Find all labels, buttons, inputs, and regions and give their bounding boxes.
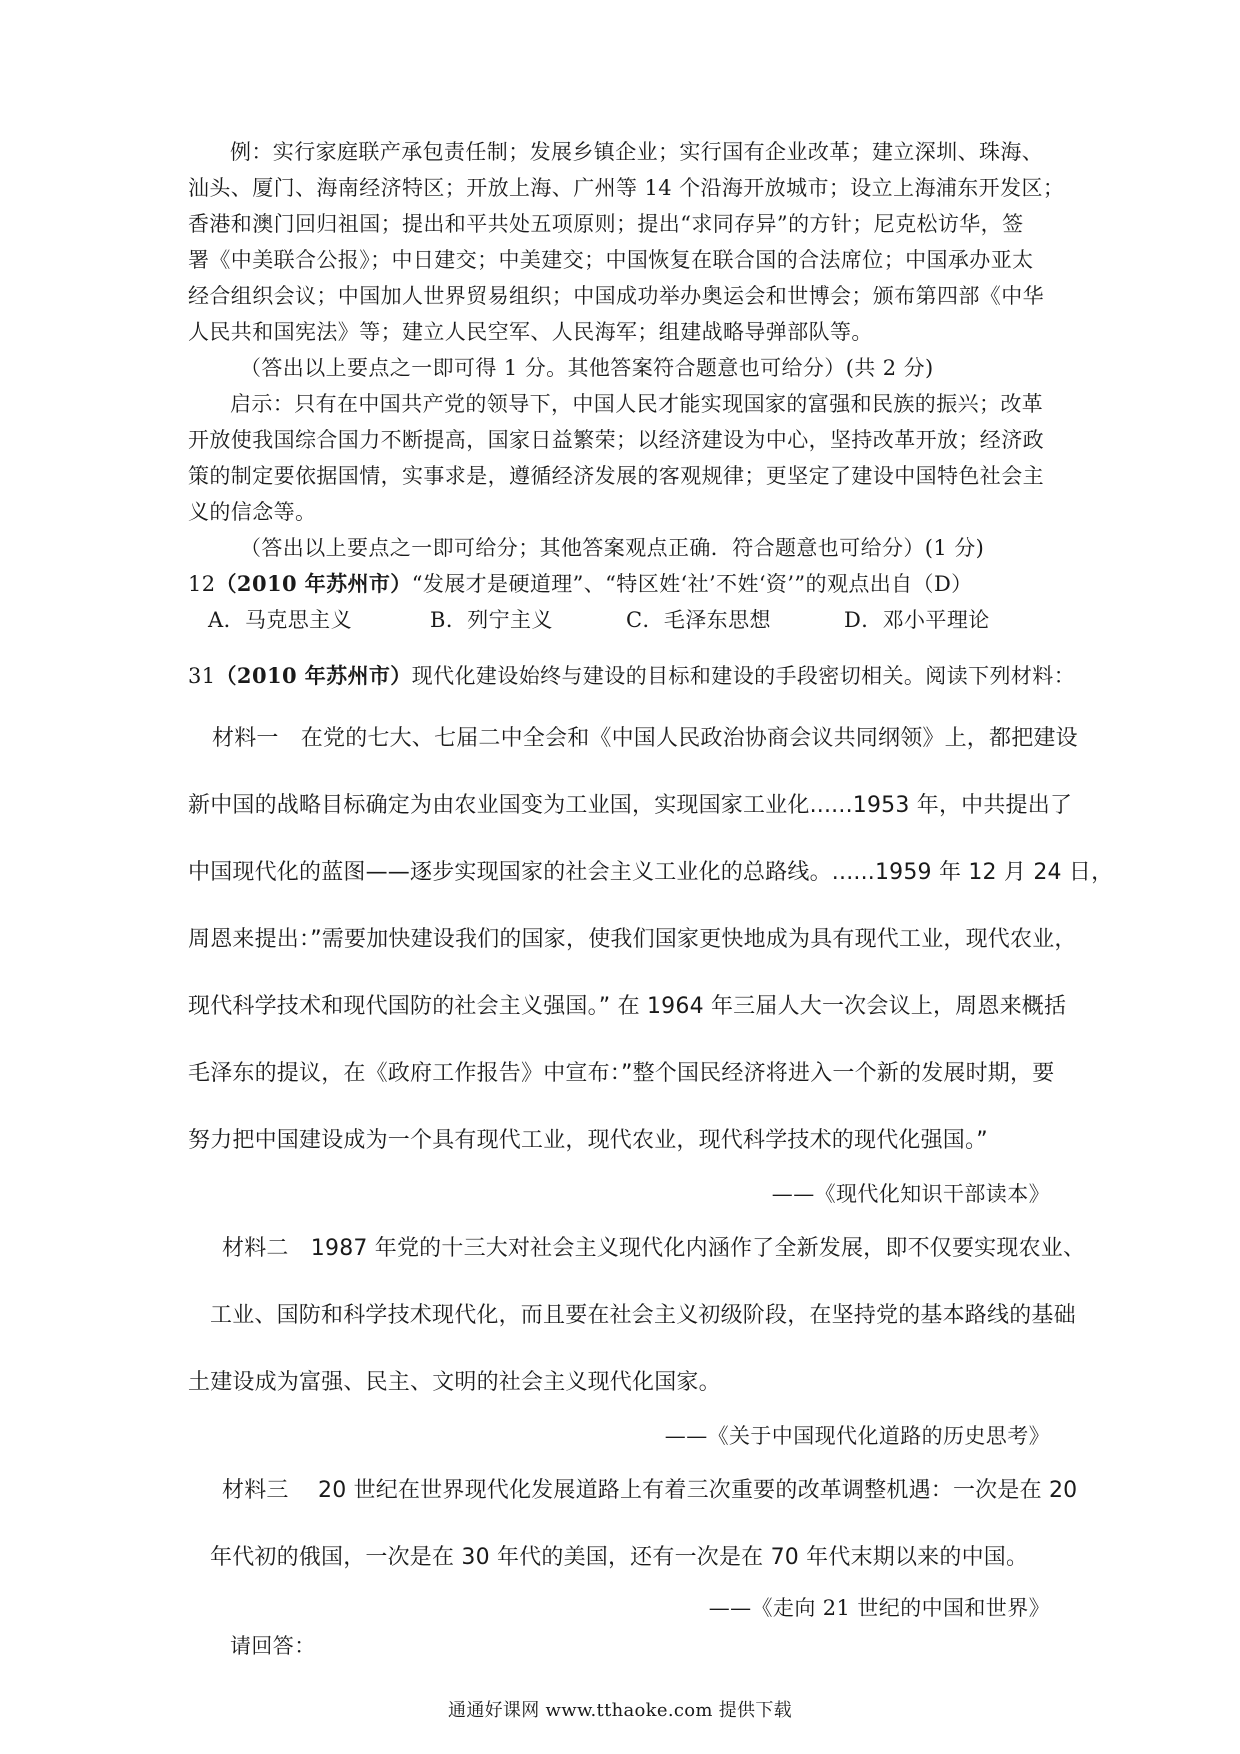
example-line: 汕头、厦门、海南经济特区；开放上海、广州等 14 个沿海开放城市；设立上海浦东开发区； [188, 176, 1065, 200]
material-2-line: 材料二 1987 年党的十三大对社会主义现代化内涵作了全新发展，即不仅要实现农业、 [222, 1236, 1086, 1261]
example-line: 人民共和国宪法》等；建立人民空军、人民海军；组建战略导弹部队等。 [188, 320, 873, 344]
material-3-line: 材料三 20 世纪在世界现代化发展道路上有着三次重要的改革调整机遇：一次是在 20 [222, 1478, 1078, 1503]
page-footer: 通通好课网 www.tthaoke.com 提供下载 [448, 1700, 792, 1721]
question-12-options [208, 604, 1088, 634]
question-number: 12 [188, 572, 216, 596]
question-stem: 现代化建设始终与建设的目标和建设的手段密切相关。阅读下列材料： [411, 664, 1076, 688]
material-1-line: 现代科学技术和现代国防的社会主义强国。” 在 1964 年三届人大一次会议上，周恩来概括 [188, 994, 1067, 1019]
material-1-line: 毛泽东的提议，在《政府工作报告》中宣布：”整个国民经济将进入一个新的发展时期，要 [188, 1061, 1055, 1086]
material-1-line: 中国现代化的蓝图——逐步实现国家的社会主义工业化的总路线。......1959 年 12 月 24 日， [188, 860, 1114, 885]
material-1-line: 新中国的战略目标确定为由农业国变为工业国，实现国家工业化......1953 年，中共提出了 [188, 793, 1073, 818]
material-3-source: ——《走向 21 世纪的中国和世界》 [708, 1596, 1050, 1620]
insight-line: 启示：只有在中国共产党的领导下，中国人民才能实现国家的富强和民族的振兴；改革 [230, 392, 1044, 416]
question-source: （2010 年苏州市） [215, 663, 412, 688]
question-number: 31 [188, 664, 216, 688]
material-2-source: ——《关于中国现代化道路的历史思考》 [664, 1424, 1050, 1448]
insight-line: 策的制定要依据国情，实事求是，遵循经济发展的客观规律；更坚定了建设中国特色社会主 [188, 464, 1044, 488]
option-a: A．马克思主义 [208, 608, 352, 632]
material-2-line: 土建设成为富强、民主、文明的社会主义现代化国家。 [188, 1370, 721, 1395]
material-1-line: 周恩来提出：”需要加快建设我们的国家，使我们国家更快地成为具有现代工业，现代农业， [188, 927, 1077, 952]
option-c: C．毛泽东思想 [626, 608, 771, 632]
example-line: 署《中美联合公报》；中日建交；中美建交；中国恢复在联合国的合法席位；中国承办亚太 [188, 248, 1034, 272]
insight-line: 义的信念等。 [188, 500, 317, 524]
insight-line: 开放使我国综合国力不断提高，国家日益繁荣；以经济建设为中心，坚持改革开放；经济政 [188, 428, 1044, 452]
example-line: 香港和澳门回归祖国；提出和平共处五项原则；提出“求同存异”的方针；尼克松访华，签 [188, 212, 1024, 236]
option-b: B．列宁主义 [430, 608, 553, 632]
example-line: 经合组织会议；中国加人世界贸易组织；中国成功举办奥运会和世博会；颁布第四部《中华 [188, 284, 1044, 308]
material-3-line: 年代初的俄国，一次是在 30 年代的美国，还有一次是在 70 年代末期以来的中国。 [210, 1545, 1029, 1570]
answer-prompt: 请回答： [230, 1634, 316, 1658]
material-1-line: 材料一 在党的七大、七届二中全会和《中国人民政治协商会议共同纲领》上，都把建设 [212, 726, 1078, 751]
option-d: D．邓小平理论 [844, 608, 990, 632]
question-12 [188, 568, 1068, 598]
example-line: 例：实行家庭联产承包责任制；发展乡镇企业；实行国有企业改革；建立深圳、珠海、 [230, 140, 1044, 164]
question-stem: “发展才是硬道理”、“特区姓‘社’不姓‘资’”的观点出自（D） [411, 572, 973, 596]
scoring-note: （答出以上要点之一即可得 1 分。其他答案符合题意也可给分）(共 2 分) [240, 356, 934, 380]
scoring-note: （答出以上要点之一即可给分；其他答案观点正确．符合题意也可给分）(1 分) [240, 536, 985, 560]
material-2-line: 工业、国防和科学技术现代化，而且要在社会主义初级阶段，在坚持党的基本路线的基础 [210, 1303, 1076, 1328]
question-source: （2010 年苏州市） [215, 571, 412, 596]
material-1-source: ——《现代化知识干部读本》 [771, 1182, 1050, 1206]
question-31 [188, 660, 1076, 690]
material-1-line: 努力把中国建设成为一个具有现代工业，现代农业，现代科学技术的现代化强国。” [188, 1128, 988, 1153]
